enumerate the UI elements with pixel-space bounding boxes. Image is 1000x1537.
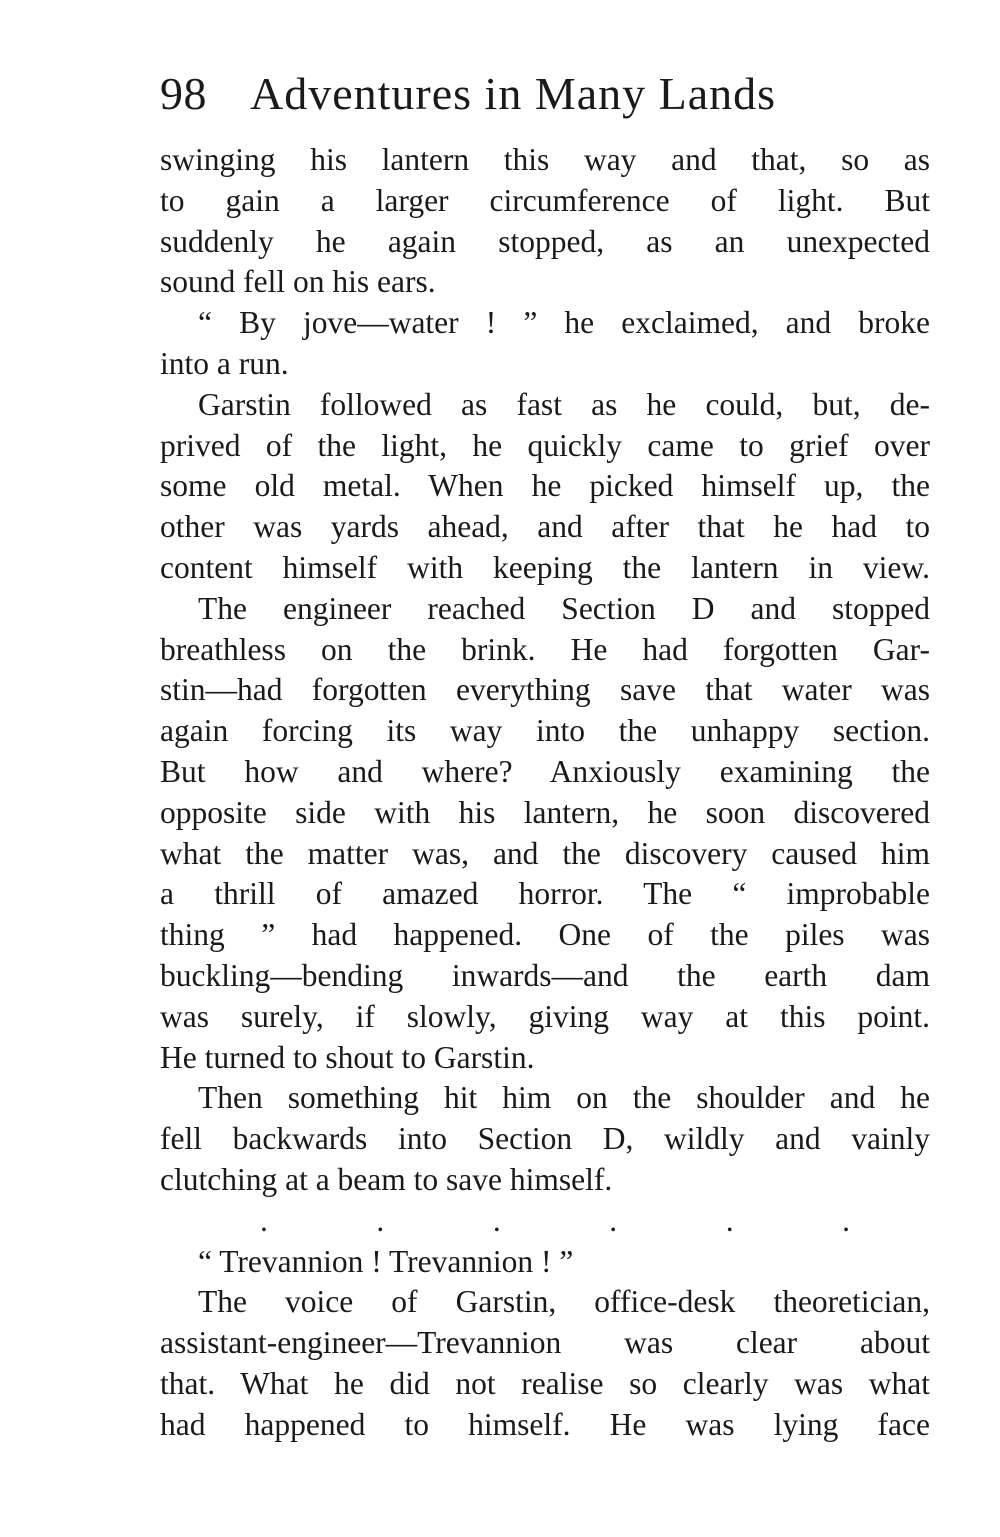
break-dot: . [492, 1202, 501, 1238]
text-line: clutching at a beam to save himself. [160, 1161, 613, 1197]
text-line: stin—had forgotten everything save that water was [160, 672, 930, 708]
text-line: had happened to himself. He was lying face [160, 1406, 930, 1442]
running-head [160, 62, 890, 126]
text-line: prived of the light, he quickly came to grief over [160, 427, 930, 463]
text-line: “ By jove—water ! ” he exclaimed, and broke [198, 305, 930, 341]
text-line: what the matter was, and the discovery caused him [160, 835, 930, 871]
text-line: again forcing its way into the unhappy section. [160, 713, 930, 749]
section-break-dots [160, 1201, 930, 1242]
text-line: breathless on the brink. He had forgotten Gar- [160, 631, 930, 667]
break-dot: . [842, 1202, 850, 1238]
text-line: other was yards ahead, and after that he had to [160, 509, 930, 545]
text-line: The voice of Garstin, office-desk theoretician, [198, 1284, 930, 1320]
text-line: assistant-engineer—Trevannion was clear about [160, 1325, 930, 1361]
text-line: “ Trevannion ! Trevannion ! ” [198, 1243, 574, 1279]
text-line: buckling—bending inwards—and the earth dam [160, 957, 930, 993]
break-dot: . [609, 1202, 618, 1238]
text-line: some old metal. When he picked himself up, the [160, 468, 930, 504]
text-line: suddenly he again stopped, as an unexpected [160, 223, 930, 259]
break-dot: . [725, 1202, 734, 1238]
text-line: fell backwards into Section D, wildly and vainly [160, 1121, 930, 1157]
text-line: thing ” had happened. One of the piles was [160, 917, 930, 953]
text-line: was surely, if slowly, giving way at this point. [160, 998, 930, 1034]
text-line: But how and where? Anxiously examining the [160, 753, 930, 789]
text-line: opposite side with his lantern, he soon discovered [160, 794, 930, 830]
text-line: a thrill of amazed horror. The “ improbable [160, 876, 930, 912]
text-line: swinging his lantern this way and that, so as [160, 142, 930, 177]
running-title: Adventures in Many Lands [250, 68, 777, 119]
text-line: He turned to shout to Garstin. [160, 1039, 535, 1075]
text-line: content himself with keeping the lantern in view. [160, 549, 930, 585]
text-line: The engineer reached Section D and stopped [198, 590, 930, 626]
break-dot: . [260, 1202, 268, 1238]
text-line: into a run. [160, 345, 289, 381]
text-line: Then something hit him on the shoulder and he [198, 1080, 930, 1116]
text-line: to gain a larger circumference of light. But [160, 182, 930, 218]
body-text [160, 140, 930, 1446]
text-line: that. What he did not realise so clearly was what [160, 1365, 930, 1401]
text-line: sound fell on his ears. [160, 264, 436, 300]
text-line: Garstin followed as fast as he could, but, de- [198, 386, 930, 422]
break-dot: . [376, 1202, 385, 1238]
page-number: 98 [160, 68, 207, 119]
